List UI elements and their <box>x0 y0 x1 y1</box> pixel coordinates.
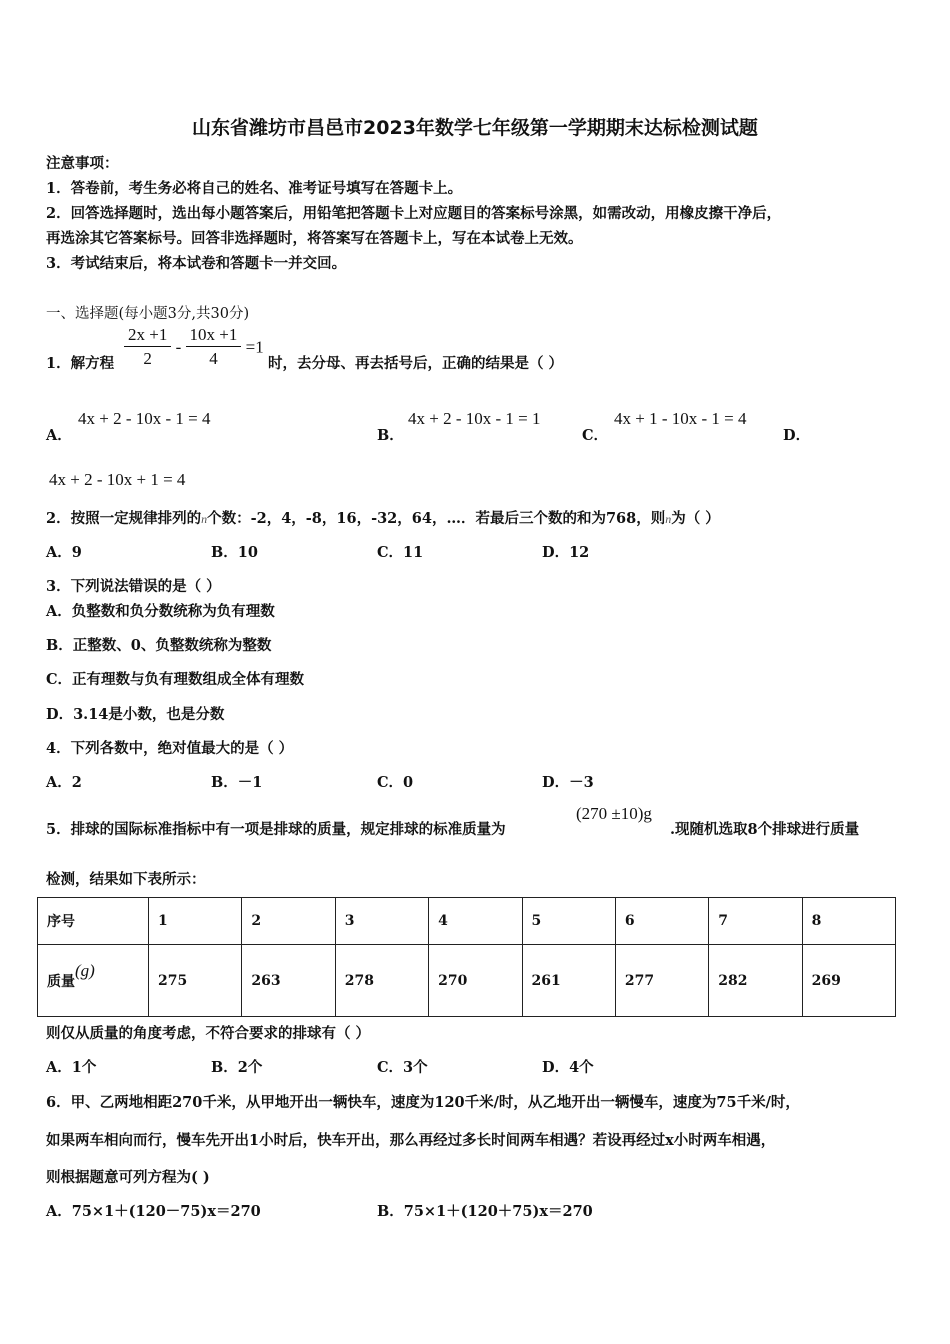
minus-sign: - <box>175 337 182 357</box>
table-cell: 282 <box>709 945 802 1017</box>
notice-item: 2．回答选择题时，选出每小题答案后，用铅笔把答题卡上对应题目的答案标号涂黑，如需改动，用橡皮擦干净后， <box>46 205 782 222</box>
q6-stem-line: 6．甲、乙两地相距270千米，从甲地开出一辆快车，速度为120千米/时，从乙地开出一辆慢车，速度为75千米/时， <box>46 1094 800 1111</box>
table-row <box>38 898 896 945</box>
q1-prefix: 1．解方程 <box>46 355 115 372</box>
fraction-denominator: 2 <box>143 349 152 368</box>
q6-option-b: B．75×1＋(120＋75)x＝270 <box>377 1203 593 1220</box>
table-cell: 269 <box>802 945 895 1017</box>
q6-stem-line: 则根据题意可列方程为( ) <box>46 1169 210 1186</box>
q5-option: C．3个 <box>377 1059 428 1076</box>
q3-stem: 3．下列说法错误的是（ ） <box>46 578 221 595</box>
q1-fraction-1 <box>124 324 171 371</box>
notice-item: 再选涂其它答案标号。回答非选择题时，将答案写在答题卡上，写在本试卷上无效。 <box>46 230 583 247</box>
table-cell: 5 <box>522 898 615 945</box>
table-cell: 278 <box>335 945 428 1017</box>
q2-variable: n <box>665 512 672 526</box>
table-cell: 8 <box>802 898 895 945</box>
q1-suffix: 时，去分母、再去括号后，正确的结果是（ ） <box>268 355 564 372</box>
equals-one: =1 <box>245 337 264 357</box>
table-cell: 263 <box>242 945 335 1017</box>
q2-option: C．11 <box>377 544 424 561</box>
fraction-numerator: 10x +1 <box>186 324 242 347</box>
q4-option: B．－1 <box>211 774 263 791</box>
q1-equation <box>124 324 264 371</box>
table-cell: 6 <box>615 898 708 945</box>
fraction-numerator: 2x +1 <box>124 324 171 347</box>
table-cell: 261 <box>522 945 615 1017</box>
q1-option-b-label: B． <box>377 427 404 444</box>
section-heading: 一、选择题(每小题3分,共30分) <box>46 306 250 322</box>
q3-option: B．正整数、0、负整数统称为整数 <box>46 637 272 654</box>
table-cell <box>38 945 149 1017</box>
notice-heading: 注意事项： <box>46 155 119 172</box>
q3-option: D．3.14是小数，也是分数 <box>46 706 225 723</box>
table-cell: 275 <box>149 945 242 1017</box>
q6-stem-line: 如果两车相向而行，慢车先开出1小时后，快车开出，那么再经过多长时间两车相遇？若设再经过x小时两车相遇， <box>46 1132 776 1149</box>
page-title: 山东省潍坊市昌邑市2023年数学七年级第一学期期末达标检测试题 <box>192 117 758 139</box>
mass-label: 质量 <box>47 973 75 990</box>
q1-option-c: 4x + 1 - 10x - 1 = 4 <box>614 409 747 428</box>
q5-stem-part2: .现随机选取8个排球进行质量 <box>670 821 860 838</box>
q5-option: D．4个 <box>542 1059 594 1076</box>
notice-item: 1．答卷前，考生务必将自己的姓名、准考证号填写在答题卡上。 <box>46 180 463 197</box>
table-cell: 7 <box>709 898 802 945</box>
q1-fraction-2 <box>186 324 242 371</box>
q5-stem-line2: 检测，结果如下表所示： <box>46 871 206 888</box>
q2-option: A．9 <box>46 544 82 561</box>
notice-item: 3．考试结束后，将本试卷和答题卡一并交回。 <box>46 255 347 272</box>
table-cell: 270 <box>429 945 522 1017</box>
q2-option: D．12 <box>542 544 590 561</box>
q1-option-d: 4x + 2 - 10x + 1 = 4 <box>49 470 186 489</box>
q4-option: D．－3 <box>542 774 594 791</box>
table-cell: 序号 <box>38 898 149 945</box>
q2-stem-part3: 为（ ） <box>671 510 720 527</box>
table-row <box>38 945 896 1017</box>
mass-table <box>37 897 896 1017</box>
q1-option-b: 4x + 2 - 10x - 1 = 1 <box>408 409 541 428</box>
q3-option: C．正有理数与负有理数组成全体有理数 <box>46 671 305 688</box>
q4-option: A．2 <box>46 774 82 791</box>
q2-variable: n <box>201 512 208 526</box>
mass-unit: (g) <box>75 960 95 980</box>
fraction-denominator: 4 <box>209 349 218 368</box>
q2-stem-part2: 个数：-2，4，-8，16，-32，64，…．若最后三个数的和为768，则 <box>207 510 666 527</box>
q5-standard-mass: (270 ±10)g <box>576 804 652 823</box>
table-cell: 1 <box>149 898 242 945</box>
table-cell: 4 <box>429 898 522 945</box>
table-cell: 277 <box>615 945 708 1017</box>
q6-option-a: A．75×1＋(120－75)x＝270 <box>46 1203 261 1220</box>
q1-option-a-label: A． <box>46 427 72 444</box>
table-cell: 2 <box>242 898 335 945</box>
q5-option: B．2个 <box>211 1059 263 1076</box>
q1-option-d-label: D． <box>783 427 811 444</box>
q4-option: C．0 <box>377 774 414 791</box>
q5-option: A．1个 <box>46 1059 97 1076</box>
q2-stem <box>46 507 720 528</box>
q3-option: A．负整数和负分数统称为负有理数 <box>46 603 275 620</box>
q2-stem-part1: 2．按照一定规律排列的 <box>46 510 202 527</box>
q5-after-table: 则仅从质量的角度考虑，不符合要求的排球有（ ） <box>46 1025 371 1042</box>
q4-stem: 4．下列各数中，绝对值最大的是（ ） <box>46 740 294 757</box>
q1-option-c-label: C． <box>582 427 609 444</box>
q1-option-a: 4x + 2 - 10x - 1 = 4 <box>78 409 211 428</box>
q5-stem-part1: 5．排球的国际标准指标中有一项是排球的质量，规定排球的标准质量为 <box>46 821 506 838</box>
table-cell: 3 <box>335 898 428 945</box>
q2-option: B．10 <box>211 544 258 561</box>
